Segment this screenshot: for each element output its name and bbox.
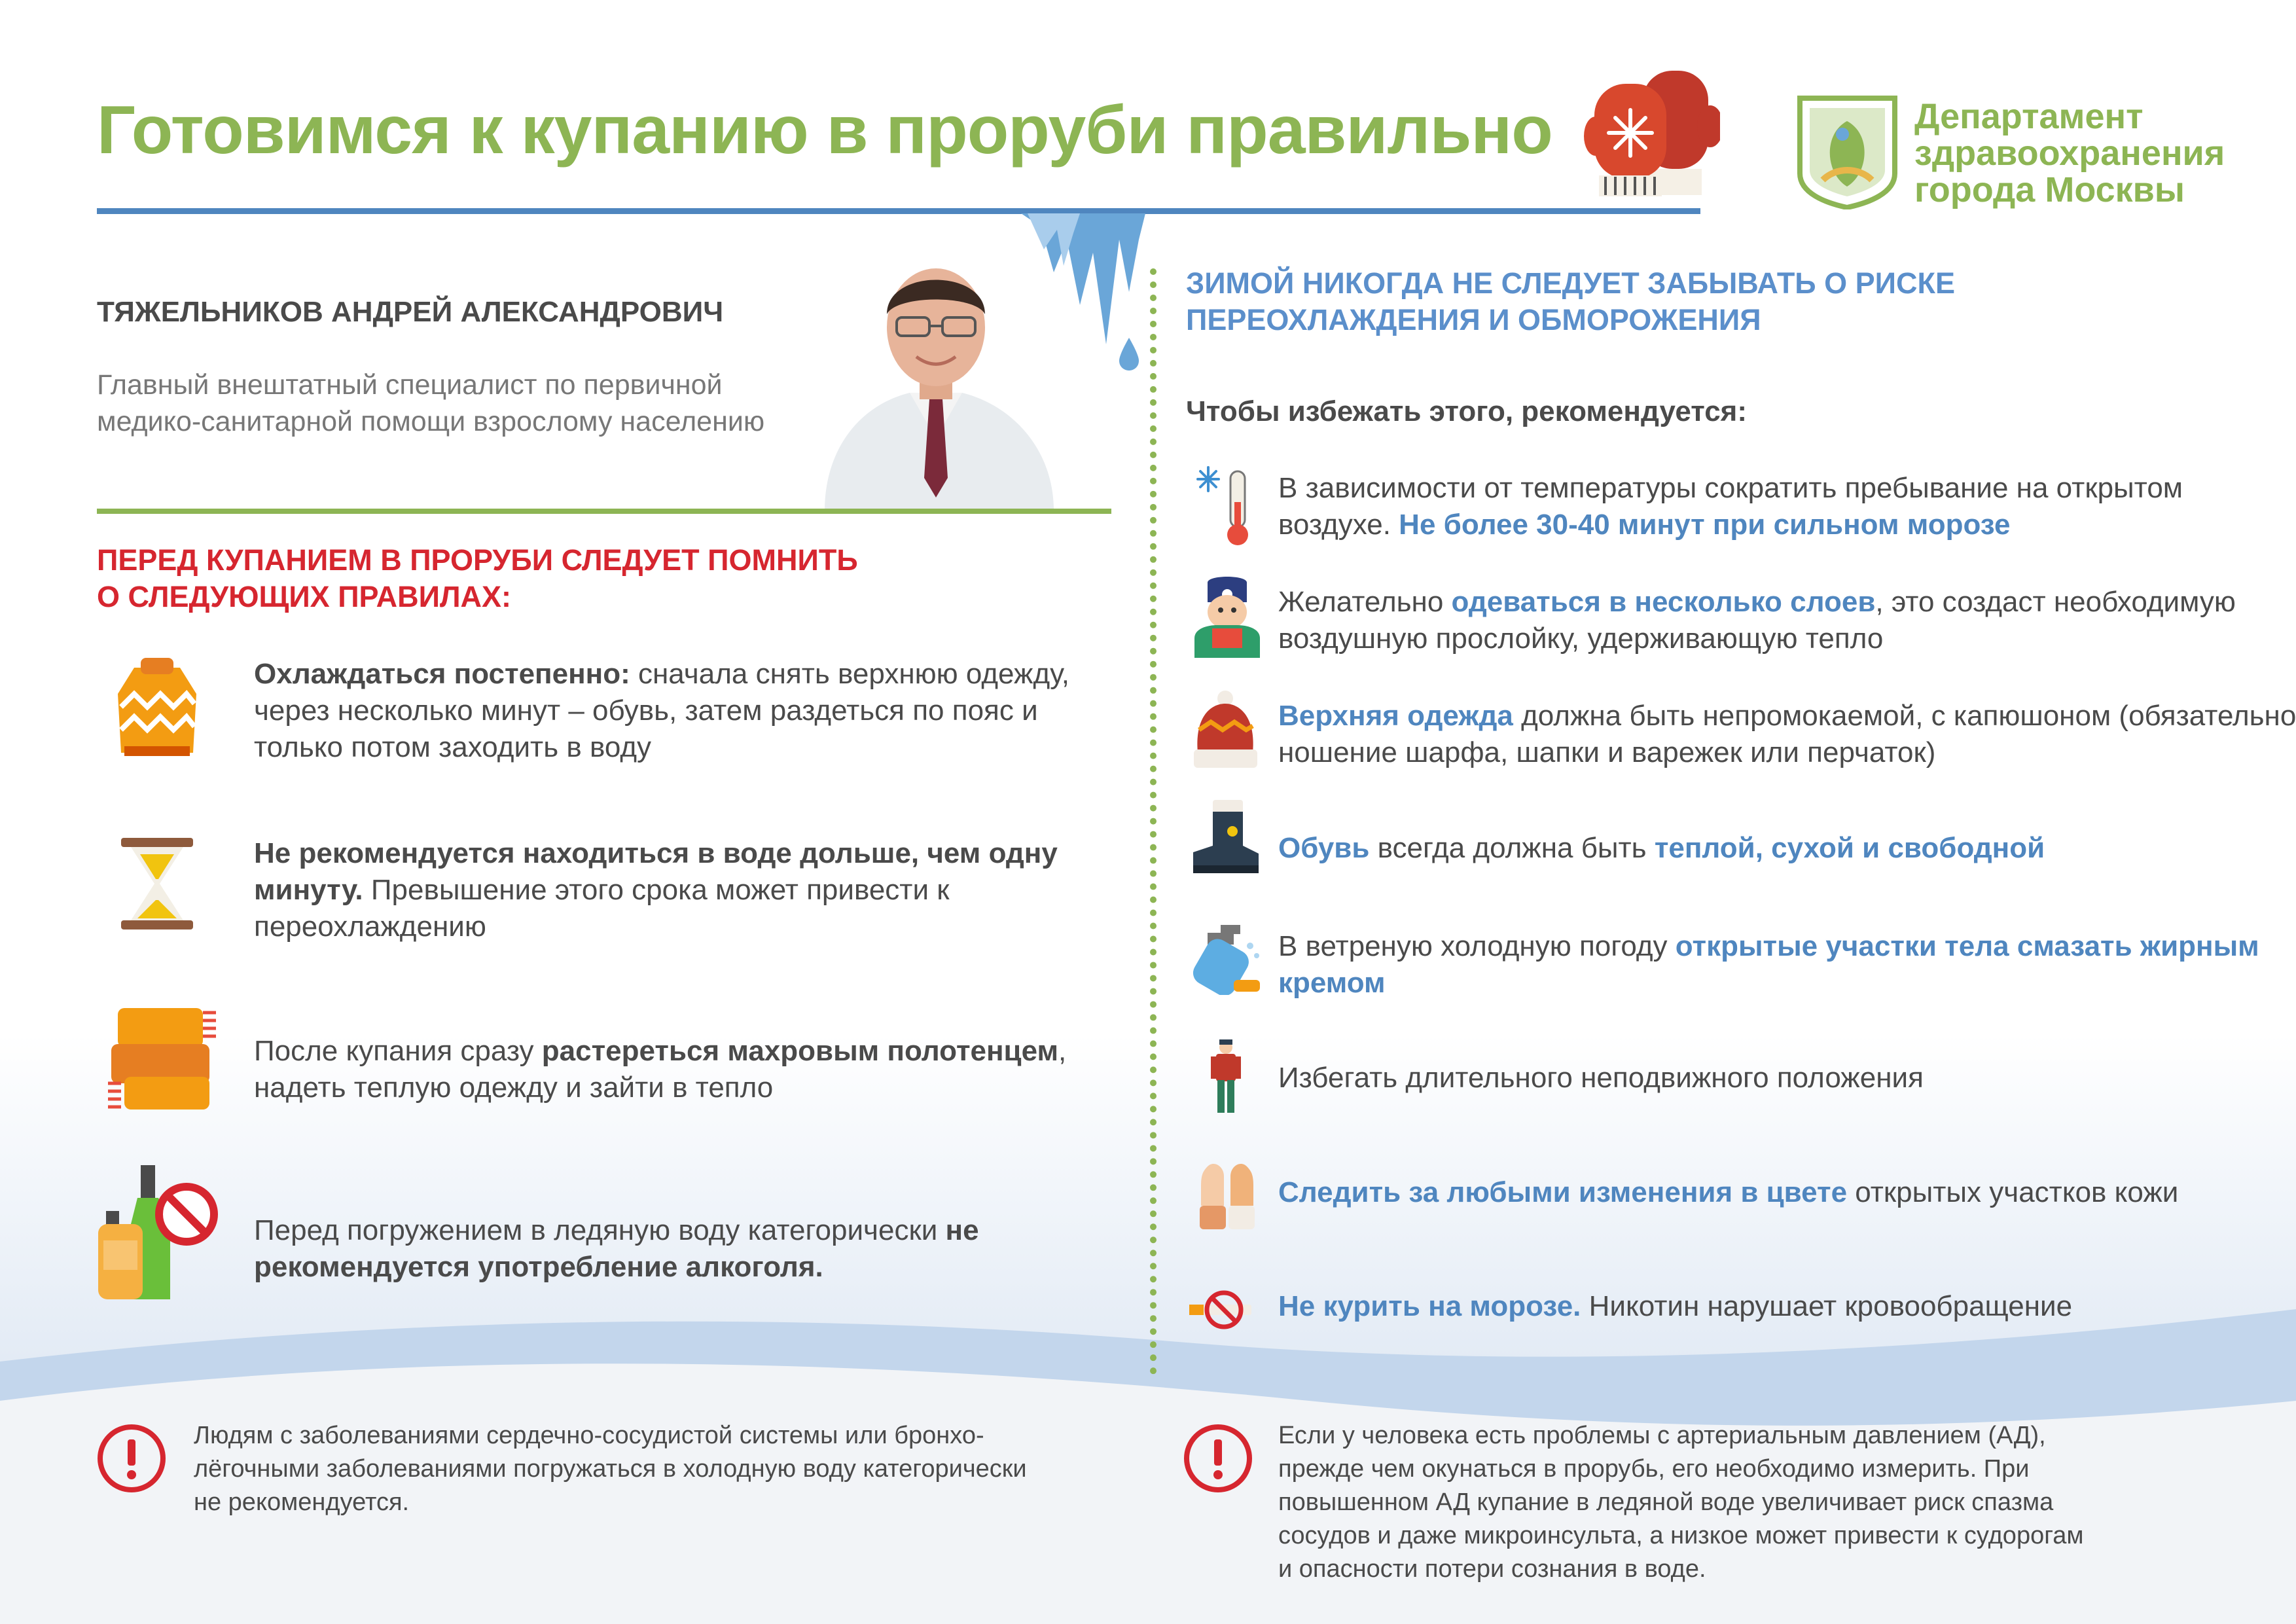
expert-role-line: Главный внештатный специалист по первичной: [97, 369, 723, 401]
mittens-icon: [1583, 64, 1720, 198]
hourglass-icon: [118, 835, 196, 933]
risk-heading-line: ПЕРЕОХЛАЖДЕНИЯ И ОБМОРОЖЕНИЯ: [1186, 303, 1761, 336]
title-divider: [97, 208, 1700, 214]
rule-text: , надеть теплую одежду и зайти в тепло: [254, 1035, 1067, 1104]
rule-item: [254, 656, 1111, 766]
rule-bold: не рекомендуется употребление алкоголя.: [254, 1214, 979, 1283]
winter-hat-icon: [1191, 691, 1260, 769]
warning-icon: [1183, 1424, 1253, 1493]
rules-heading-line: О СЛЕДУЮЩИХ ПРАВИЛАХ:: [97, 580, 512, 613]
warning-icon: [97, 1424, 166, 1493]
recommendation-item: [1278, 584, 2296, 657]
recommendation-item: [1278, 1174, 2296, 1211]
rec-highlight: одеваться в несколько слоев: [1451, 586, 1876, 618]
rec-text: Избегать длительного неподвижного положения: [1278, 1062, 1924, 1094]
rec-text: , это создаст необходимую воздушную прослойку, удерживающую тепло: [1278, 586, 2236, 655]
page-title: Готовимся к купанию в проруби правильно: [97, 92, 1552, 168]
rec-highlight: открытые участки тела смазать жирным кремом: [1278, 930, 2259, 999]
rule-bold: Охлаждаться постепенно:: [254, 658, 630, 690]
rec-text: В ветреную холодную погоду: [1278, 930, 1676, 962]
towel-icon: [98, 1005, 223, 1113]
warning-text: [194, 1419, 1136, 1519]
rules-heading-line: ПЕРЕД КУПАНИЕМ В ПРОРУБИ СЛЕДУЕТ ПОМНИТЬ: [97, 543, 858, 577]
recommendation-item: [1278, 830, 2296, 867]
rec-text: всегда должна быть: [1369, 832, 1655, 864]
rule-bold: Не рекомендуется находиться в воде дольше, чем одну минуту.: [254, 837, 1058, 906]
rec-highlight: Верхняя одежда: [1278, 700, 1513, 732]
expert-photo: [798, 242, 1073, 511]
recommendation-item: [1278, 1288, 2296, 1325]
warning-line: не рекомендуется.: [194, 1489, 410, 1516]
warning-line: Людям с заболеваниями сердечно-сосудистой системы или бронхо-: [194, 1422, 984, 1449]
section-divider: [97, 509, 1111, 514]
rule-item: [254, 1033, 1111, 1106]
column-divider: [1150, 268, 1157, 1375]
department-line: города Москвы: [1914, 170, 2185, 209]
rules-heading: [97, 542, 948, 615]
rec-text: Желательно: [1278, 586, 1452, 618]
warning-line: прежде чем окунаться в прорубь, его необходимо измерить. При: [1278, 1455, 2030, 1483]
department-name: [1914, 98, 2225, 208]
warning-line: сосудов и даже микроинсульта, а низкое может привести к судорогам: [1278, 1522, 2084, 1549]
rule-text: сначала снять верхнюю одежду, через несколько минут – обувь, затем раздеться по пояс и только потом заходить в воду: [254, 658, 1069, 763]
rule-item: [254, 1212, 1111, 1286]
no-smoking-icon: [1186, 1286, 1258, 1332]
no-alcohol-icon: [98, 1165, 223, 1303]
rec-highlight: Не более 30-40 минут при сильном морозе: [1399, 509, 2011, 541]
rule-text: Превышение этого срока может привести к переохлаждению: [254, 874, 950, 943]
department-logo: [1797, 95, 1898, 209]
layers-clothing-icon: [1191, 576, 1263, 658]
rec-highlight: теплой, сухой и свободной: [1654, 832, 2045, 864]
expert-role-line: медико-санитарной помощи взрослому населению: [97, 406, 765, 437]
rec-text: открытых участков кожи: [1847, 1176, 2179, 1208]
rule-item: [254, 835, 1111, 945]
rec-text: Никотин нарушает кровообращение: [1581, 1290, 2073, 1322]
rec-highlight: Следить за любыми изменения в цвете: [1278, 1176, 1848, 1208]
rule-text: Перед погружением в ледяную воду категорически: [254, 1214, 946, 1246]
risk-heading: [1186, 265, 2037, 338]
recommendation-item: [1278, 698, 2296, 771]
warning-line: Если у человека есть проблемы с артериальным давлением (АД),: [1278, 1422, 2046, 1449]
recommendation-item: [1278, 1060, 2296, 1096]
cream-bottle-icon: [1188, 920, 1263, 995]
sweater-icon: [115, 655, 200, 763]
department-line: Департамент: [1914, 97, 2144, 136]
warning-text: [1278, 1419, 2247, 1586]
department-line: здравоохранения: [1914, 134, 2225, 173]
expert-name: ТЯЖЕЛЬНИКОВ АНДРЕЙ АЛЕКСАНДРОВИЧ: [97, 296, 724, 328]
boot-icon: [1190, 800, 1262, 875]
rec-highlight: Обувь: [1278, 832, 1370, 864]
warning-line: лёгочными заболеваниями погружаться в холодную воду категорически: [194, 1455, 1027, 1483]
recommendation-item: [1278, 470, 2296, 543]
recommendation-item: [1278, 928, 2296, 1001]
warning-line: повышенном АД купание в ледяной воде увеличивает риск спазма: [1278, 1489, 2054, 1516]
standing-figure-icon: [1210, 1039, 1242, 1115]
rule-bold: растереться махровым полотенцем: [541, 1035, 1059, 1067]
warning-line: и опасности потери сознания в воде.: [1278, 1555, 1706, 1583]
rule-text: После купания сразу: [254, 1035, 542, 1067]
risk-heading-line: ЗИМОЙ НИКОГДА НЕ СЛЕДУЕТ ЗАБЫВАТЬ О РИСКЕ: [1186, 266, 1955, 300]
thermometer-icon: [1196, 466, 1255, 548]
rec-highlight: Не курить на морозе.: [1278, 1290, 1581, 1322]
expert-role: [97, 367, 882, 440]
hands-icon: [1194, 1160, 1260, 1232]
rec-text: должна быть непромокаемой, с капюшоном (обязательно ношение шарфа, шапки и варежек или перчаток): [1278, 700, 2296, 768]
rec-text: В зависимости от температуры сократить пребывание на открытом воздухе.: [1278, 472, 2183, 541]
recommendations-intro: Чтобы избежать этого, рекомендуется:: [1186, 395, 1747, 427]
